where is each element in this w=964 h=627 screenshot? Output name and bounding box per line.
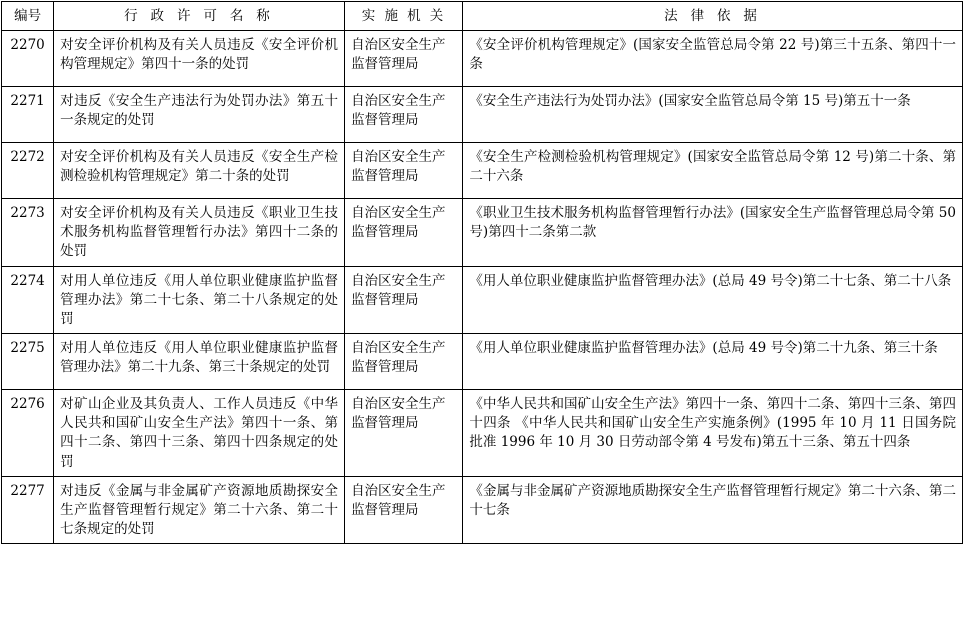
cell-legal-basis: 《安全生产检测检验机构管理规定》(国家安全监管总局令第 12 号)第二十条、第二十六条	[463, 143, 963, 199]
cell-no: 2275	[2, 334, 54, 390]
cell-organization: 自治区安全生产监督管理局	[345, 266, 463, 333]
cell-organization: 自治区安全生产监督管理局	[345, 143, 463, 199]
cell-legal-basis: 《金属与非金属矿产资源地质勘探安全生产监督管理暂行规定》第二十六条、第二十七条	[463, 476, 963, 543]
cell-permit-name: 对用人单位违反《用人单位职业健康监护监督管理办法》第二十九条、第三十条规定的处罚	[54, 334, 345, 390]
cell-permit-name: 对安全评价机构及有关人员违反《安全生产检测检验机构管理规定》第二十条的处罚	[54, 143, 345, 199]
cell-organization: 自治区安全生产监督管理局	[345, 476, 463, 543]
cell-legal-basis: 《职业卫生技术服务机构监督管理暂行办法》(国家安全生产监督管理总局令第 50 号)第四十二条第二款	[463, 199, 963, 266]
cell-no: 2273	[2, 199, 54, 266]
table-row	[2, 143, 963, 199]
column-header-law: 法 律 依 据	[463, 2, 963, 31]
cell-organization: 自治区安全生产监督管理局	[345, 87, 463, 143]
column-header-org: 实 施 机 关	[345, 2, 463, 31]
cell-no: 2276	[2, 390, 54, 477]
cell-permit-name: 对违反《金属与非金属矿产资源地质勘探安全生产监督管理暂行规定》第二十六条、第二十七条规定的处罚	[54, 476, 345, 543]
cell-no: 2270	[2, 31, 54, 87]
table-row	[2, 199, 963, 266]
table-row	[2, 87, 963, 143]
table-row	[2, 476, 963, 543]
cell-permit-name: 对矿山企业及其负责人、工作人员违反《中华人民共和国矿山安全生产法》第四十一条、第四十二条、第四十三条、第四十四条规定的处罚	[54, 390, 345, 477]
column-header-no: 编号	[2, 2, 54, 31]
cell-legal-basis: 《安全评价机构管理规定》(国家安全监管总局令第 22 号)第三十五条、第四十一条	[463, 31, 963, 87]
cell-organization: 自治区安全生产监督管理局	[345, 199, 463, 266]
cell-organization: 自治区安全生产监督管理局	[345, 334, 463, 390]
cell-organization: 自治区安全生产监督管理局	[345, 31, 463, 87]
cell-no: 2272	[2, 143, 54, 199]
cell-no: 2277	[2, 476, 54, 543]
cell-organization: 自治区安全生产监督管理局	[345, 390, 463, 477]
cell-permit-name: 对安全评价机构及有关人员违反《安全评价机构管理规定》第四十一条的处罚	[54, 31, 345, 87]
cell-legal-basis: 《用人单位职业健康监护监督管理办法》(总局 49 号令)第二十九条、第三十条	[463, 334, 963, 390]
cell-no: 2274	[2, 266, 54, 333]
administrative-permit-table	[1, 1, 963, 544]
table-row	[2, 31, 963, 87]
table-row	[2, 266, 963, 333]
cell-legal-basis: 《中华人民共和国矿山安全生产法》第四十一条、第四十二条、第四十三条、第四十四条 《中华人民共和国矿山安全生产实施条例》(1995 年 10 月 11 日国务院批准 1996 年 10 月 30 日劳动部令第 4 号发布)第五十三条、第五十四条	[463, 390, 963, 477]
header-row	[2, 2, 963, 31]
table-body	[2, 31, 963, 544]
column-header-name: 行 政 许 可 名 称	[54, 2, 345, 31]
table-header	[2, 2, 963, 31]
cell-no: 2271	[2, 87, 54, 143]
table-row	[2, 390, 963, 477]
cell-legal-basis: 《用人单位职业健康监护监督管理办法》(总局 49 号令)第二十七条、第二十八条	[463, 266, 963, 333]
table-row	[2, 334, 963, 390]
cell-permit-name: 对违反《安全生产违法行为处罚办法》第五十一条规定的处罚	[54, 87, 345, 143]
cell-permit-name: 对用人单位违反《用人单位职业健康监护监督管理办法》第二十七条、第二十八条规定的处罚	[54, 266, 345, 333]
cell-legal-basis: 《安全生产违法行为处罚办法》(国家安全监管总局令第 15 号)第五十一条	[463, 87, 963, 143]
cell-permit-name: 对安全评价机构及有关人员违反《职业卫生技术服务机构监督管理暂行办法》第四十二条的处罚	[54, 199, 345, 266]
